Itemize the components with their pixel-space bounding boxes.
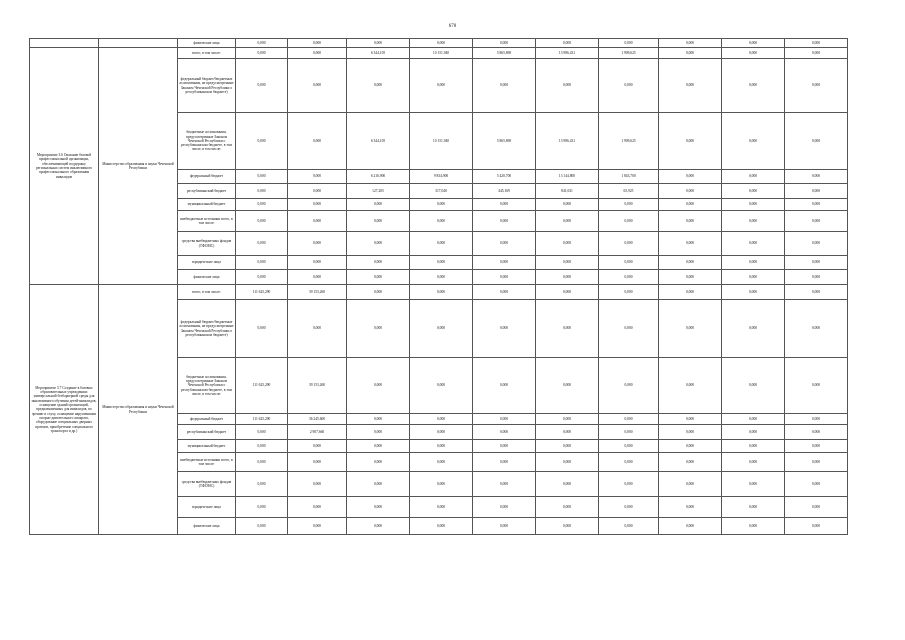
amount-cell: 0,000 — [288, 170, 347, 184]
amount-cell: 0,000 — [410, 211, 473, 232]
amount-cell: 0,000 — [599, 211, 659, 232]
amount-cell: 0,000 — [659, 270, 722, 285]
amount-cell: 0,000 — [785, 199, 848, 211]
amount-cell: 0,000 — [288, 300, 347, 358]
funding-source-cell: республиканский бюджет — [178, 184, 236, 199]
amount-cell: 1 909,625 — [599, 113, 659, 170]
amount-cell: 13 144,800 — [536, 170, 599, 184]
amount-cell: 0,000 — [785, 497, 848, 518]
amount-cell: 0,000 — [785, 300, 848, 358]
amount-cell: 0,000 — [536, 39, 599, 48]
amount-cell: 0,000 — [236, 113, 288, 170]
amount-cell: 0,000 — [473, 211, 536, 232]
amount-cell: 0,000 — [410, 440, 473, 453]
amount-cell: 0,000 — [347, 453, 410, 472]
amount-cell: 0,000 — [722, 211, 785, 232]
amount-cell: 0,000 — [473, 453, 536, 472]
amount-cell: 0,000 — [536, 414, 599, 425]
amount-cell: 0,000 — [347, 39, 410, 48]
amount-cell: 0,000 — [659, 425, 722, 440]
amount-cell: 0,000 — [410, 472, 473, 497]
amount-cell: 0,000 — [288, 48, 347, 59]
amount-cell: 0,000 — [288, 199, 347, 211]
amount-cell: 0,000 — [410, 59, 473, 113]
amount-cell: 0,000 — [288, 113, 347, 170]
amount-cell: 0,000 — [536, 425, 599, 440]
amount-cell: 1 843,700 — [599, 170, 659, 184]
amount-cell: 0,000 — [599, 270, 659, 285]
amount-cell: 111 625,290 — [236, 358, 288, 414]
amount-cell: 0,000 — [288, 232, 347, 256]
amount-cell: 0,000 — [659, 211, 722, 232]
amount-cell: 0,000 — [722, 358, 785, 414]
amount-cell: 0,000 — [410, 453, 473, 472]
amount-cell: 0,000 — [659, 472, 722, 497]
amount-cell: 127,205 — [347, 184, 410, 199]
amount-cell: 0,000 — [236, 270, 288, 285]
amount-cell: 0,000 — [599, 39, 659, 48]
amount-cell: 0,000 — [236, 440, 288, 453]
amount-cell: 0,000 — [722, 48, 785, 59]
amount-cell: 0,000 — [347, 256, 410, 270]
amount-cell: 0,000 — [410, 425, 473, 440]
amount-cell: 0,000 — [347, 472, 410, 497]
amount-cell: 0,000 — [236, 211, 288, 232]
funding-source-cell: республиканский бюджет — [178, 425, 236, 440]
amount-cell: 0,000 — [473, 59, 536, 113]
amount-cell: 0,000 — [659, 285, 722, 300]
amount-cell: 2 907,660 — [288, 425, 347, 440]
amount-cell: 0,000 — [236, 300, 288, 358]
funding-source-cell: бюджетные ассигнования, предусмотренные Законом Чеченской Республики о республиканском бюджете, в том числе, в том числе: — [178, 113, 236, 170]
funding-source-cell: средства внебюджетных фондов (ТФОМС) — [178, 232, 236, 256]
amount-cell: 0,000 — [347, 414, 410, 425]
funding-source-cell: муниципальный бюджет — [178, 199, 236, 211]
amount-cell: 0,000 — [785, 270, 848, 285]
amount-cell: 0,000 — [785, 232, 848, 256]
amount-cell: 0,000 — [785, 453, 848, 472]
measure-cell: Мероприятие 3.6 Оказание базовой профессиональной организации, обеспечивающей поддержку региональных систем инклюзивного профессионального образования инвалидов — [30, 48, 99, 285]
amount-cell: 0,000 — [347, 497, 410, 518]
budget-table — [29, 38, 848, 535]
amount-cell: 0,000 — [599, 256, 659, 270]
amount-cell: 5 865,869 — [473, 48, 536, 59]
amount-cell: 111 625,290 — [236, 414, 288, 425]
amount-cell: 0,000 — [473, 414, 536, 425]
amount-cell: 0,000 — [659, 170, 722, 184]
amount-cell: 0,000 — [659, 199, 722, 211]
amount-cell: 9 834,900 — [410, 170, 473, 184]
amount-cell: 0,000 — [347, 300, 410, 358]
amount-cell: 0,000 — [599, 518, 659, 535]
amount-cell: 445,169 — [473, 184, 536, 199]
amount-cell: 0,000 — [785, 211, 848, 232]
amount-cell: 0,000 — [599, 414, 659, 425]
amount-cell: 0,000 — [722, 425, 785, 440]
amount-cell: 0,000 — [288, 497, 347, 518]
amount-cell: 0,000 — [785, 414, 848, 425]
amount-cell: 0,000 — [536, 199, 599, 211]
amount-cell: 0,000 — [722, 199, 785, 211]
table-row — [30, 285, 848, 300]
amount-cell: 0,000 — [347, 270, 410, 285]
amount-cell: 0,000 — [722, 300, 785, 358]
amount-cell: 0,000 — [410, 300, 473, 358]
table-row — [30, 48, 848, 59]
amount-cell: 0,000 — [536, 256, 599, 270]
amount-cell: 0,000 — [536, 518, 599, 535]
amount-cell: 10 151,940 — [410, 113, 473, 170]
amount-cell: 0,000 — [722, 113, 785, 170]
amount-cell: 0,000 — [536, 358, 599, 414]
funding-source-cell: юридические лица — [178, 497, 236, 518]
amount-cell: 0,000 — [347, 440, 410, 453]
amount-cell: 0,000 — [659, 59, 722, 113]
amount-cell: 0,000 — [236, 256, 288, 270]
amount-cell: 0,000 — [288, 184, 347, 199]
amount-cell: 0,000 — [288, 211, 347, 232]
funding-source-cell: бюджетные ассигнования, предусмотренные Законом Чеченской Республики о республиканском бюджете, в том числе, в том числе: — [178, 358, 236, 414]
amount-cell: 0,000 — [599, 358, 659, 414]
amount-cell: 0,000 — [785, 518, 848, 535]
amount-cell: 0,000 — [599, 472, 659, 497]
amount-cell: 0,000 — [785, 113, 848, 170]
funding-source-cell: юридические лица — [178, 256, 236, 270]
amount-cell: 0,000 — [785, 184, 848, 199]
amount-cell: 0,000 — [288, 270, 347, 285]
amount-cell: 0,000 — [236, 425, 288, 440]
amount-cell: 0,000 — [347, 59, 410, 113]
amount-cell: 0,000 — [722, 39, 785, 48]
amount-cell: 0,000 — [722, 170, 785, 184]
amount-cell: 0,000 — [410, 39, 473, 48]
amount-cell: 0,000 — [236, 170, 288, 184]
amount-cell: 0,000 — [347, 425, 410, 440]
funding-source-cell: физические лица — [178, 518, 236, 535]
amount-cell: 0,000 — [410, 270, 473, 285]
amount-cell: 0,000 — [599, 232, 659, 256]
amount-cell: 0,000 — [536, 270, 599, 285]
amount-cell: 0,000 — [659, 300, 722, 358]
table-row — [30, 39, 848, 48]
amount-cell: 0,000 — [347, 358, 410, 414]
amount-cell: 0,000 — [410, 232, 473, 256]
amount-cell: 0,000 — [236, 199, 288, 211]
amount-cell: 0,000 — [236, 232, 288, 256]
amount-cell: 0,000 — [236, 59, 288, 113]
amount-cell: 0,000 — [347, 518, 410, 535]
amount-cell: 0,000 — [785, 440, 848, 453]
amount-cell: 0,000 — [785, 472, 848, 497]
funding-source-cell: средства внебюджетных фондов (ТФОМС) — [178, 472, 236, 497]
amount-cell: 0,000 — [473, 425, 536, 440]
amount-cell: 0,000 — [659, 184, 722, 199]
amount-cell: 5 420,700 — [473, 170, 536, 184]
amount-cell: 0,000 — [473, 232, 536, 256]
amount-cell: 0,000 — [599, 425, 659, 440]
measure-cell — [30, 39, 99, 48]
amount-cell: 0,000 — [473, 440, 536, 453]
amount-cell: 6 344,105 — [347, 113, 410, 170]
amount-cell: 0,000 — [473, 39, 536, 48]
amount-cell: 0,000 — [536, 440, 599, 453]
amount-cell: 0,000 — [785, 59, 848, 113]
funding-source-cell: муниципальный бюджет — [178, 440, 236, 453]
amount-cell: 39 153,260 — [288, 358, 347, 414]
amount-cell: 0,000 — [659, 518, 722, 535]
amount-cell: 0,000 — [599, 285, 659, 300]
amount-cell: 0,000 — [473, 497, 536, 518]
funding-source-cell: федеральный бюджет — [178, 170, 236, 184]
funding-source-cell: внебюджетные источники всего, в том числе: — [178, 453, 236, 472]
amount-cell: 0,000 — [659, 453, 722, 472]
funding-source-cell: физические лица — [178, 39, 236, 48]
amount-cell: 0,000 — [236, 453, 288, 472]
amount-cell: 0,000 — [722, 270, 785, 285]
amount-cell: 0,000 — [536, 232, 599, 256]
amount-cell: 0,000 — [722, 256, 785, 270]
executor-cell: Министерство образования и науки Чеченской Республики — [99, 48, 178, 285]
funding-source-cell: всего, в том числе: — [178, 48, 236, 59]
amount-cell: 841,631 — [536, 184, 599, 199]
amount-cell: 13 986,431 — [536, 113, 599, 170]
amount-cell: 65,925 — [599, 184, 659, 199]
amount-cell: 0,000 — [659, 414, 722, 425]
amount-cell: 36 245,600 — [288, 414, 347, 425]
amount-cell: 0,000 — [288, 453, 347, 472]
amount-cell: 0,000 — [473, 199, 536, 211]
amount-cell: 0,000 — [236, 184, 288, 199]
amount-cell: 0,000 — [473, 518, 536, 535]
amount-cell: 0,000 — [599, 440, 659, 453]
amount-cell: 0,000 — [785, 48, 848, 59]
amount-cell: 0,000 — [288, 39, 347, 48]
amount-cell: 0,000 — [288, 440, 347, 453]
amount-cell: 0,000 — [659, 440, 722, 453]
amount-cell: 6 216,900 — [347, 170, 410, 184]
amount-cell: 0,000 — [536, 497, 599, 518]
amount-cell: 0,000 — [410, 414, 473, 425]
funding-source-cell: внебюджетные источники всего, в том числе: — [178, 211, 236, 232]
amount-cell: 0,000 — [347, 232, 410, 256]
amount-cell: 0,000 — [659, 232, 722, 256]
amount-cell: 0,000 — [785, 358, 848, 414]
amount-cell: 5 865,869 — [473, 113, 536, 170]
page-number: 670 — [448, 24, 457, 29]
amount-cell: 0,000 — [722, 414, 785, 425]
amount-cell: 0,000 — [473, 472, 536, 497]
amount-cell: 0,000 — [473, 270, 536, 285]
amount-cell: 0,000 — [659, 113, 722, 170]
amount-cell: 1 909,625 — [599, 48, 659, 59]
amount-cell: 0,000 — [410, 518, 473, 535]
measure-cell: Мероприятие 3.7 Создание в базовых образовательных учреждениях универсальной безбарьерной среды для инклюзивного обучения детей-инвалидов, оснащение зданий организаций, предназначенных для инвалидов, по зрению и слуху, оснащение нарушениями опорно-двигательного аппарата, оборудование специальных дверных проемов, приобретение специального транспорта и др.) — [30, 285, 99, 535]
executor-cell — [99, 39, 178, 48]
amount-cell: 0,000 — [599, 300, 659, 358]
amount-cell: 0,000 — [473, 358, 536, 414]
amount-cell: 0,000 — [536, 300, 599, 358]
amount-cell: 0,000 — [347, 211, 410, 232]
amount-cell: 0,000 — [536, 472, 599, 497]
amount-cell: 317,040 — [410, 184, 473, 199]
amount-cell: 0,000 — [288, 59, 347, 113]
amount-cell: 13 986,431 — [536, 48, 599, 59]
amount-cell: 0,000 — [236, 48, 288, 59]
amount-cell: 0,000 — [473, 285, 536, 300]
amount-cell: 0,000 — [785, 170, 848, 184]
amount-cell: 0,000 — [236, 472, 288, 497]
amount-cell: 39 153,260 — [288, 285, 347, 300]
amount-cell: 0,000 — [722, 453, 785, 472]
amount-cell: 111 625,290 — [236, 285, 288, 300]
amount-cell: 0,000 — [659, 39, 722, 48]
amount-cell: 0,000 — [599, 59, 659, 113]
executor-cell: Министерство образования и науки Чеченской Республики — [99, 285, 178, 535]
amount-cell: 0,000 — [722, 184, 785, 199]
amount-cell: 0,000 — [722, 59, 785, 113]
amount-cell: 0,000 — [410, 199, 473, 211]
amount-cell: 0,000 — [536, 285, 599, 300]
amount-cell: 0,000 — [347, 199, 410, 211]
amount-cell: 0,000 — [659, 48, 722, 59]
amount-cell: 0,000 — [473, 300, 536, 358]
amount-cell: 0,000 — [785, 285, 848, 300]
amount-cell: 0,000 — [659, 256, 722, 270]
amount-cell: 0,000 — [236, 518, 288, 535]
amount-cell: 0,000 — [722, 232, 785, 256]
amount-cell: 0,000 — [288, 518, 347, 535]
amount-cell: 6 344,105 — [347, 48, 410, 59]
amount-cell: 0,000 — [659, 358, 722, 414]
amount-cell: 0,000 — [599, 497, 659, 518]
amount-cell: 0,000 — [785, 39, 848, 48]
amount-cell: 0,000 — [722, 440, 785, 453]
amount-cell: 0,000 — [410, 256, 473, 270]
funding-source-cell: федеральный бюджет/бюджетные ассигнования, не предусмотренные Законом Чеченской Республики о республиканском бюджете) — [178, 59, 236, 113]
funding-source-cell: физические лица — [178, 270, 236, 285]
amount-cell: 0,000 — [599, 453, 659, 472]
amount-cell: 0,000 — [288, 472, 347, 497]
amount-cell: 0,000 — [347, 285, 410, 300]
amount-cell: 0,000 — [536, 211, 599, 232]
amount-cell: 0,000 — [599, 199, 659, 211]
amount-cell: 10 151,940 — [410, 48, 473, 59]
amount-cell: 0,000 — [410, 285, 473, 300]
amount-cell: 0,000 — [785, 256, 848, 270]
amount-cell: 0,000 — [722, 285, 785, 300]
amount-cell: 0,000 — [659, 497, 722, 518]
amount-cell: 0,000 — [722, 518, 785, 535]
funding-source-cell: всего, в том числе: — [178, 285, 236, 300]
amount-cell: 0,000 — [236, 497, 288, 518]
amount-cell: 0,000 — [236, 39, 288, 48]
amount-cell: 0,000 — [722, 497, 785, 518]
funding-source-cell: федеральный бюджет/бюджетные ассигнования, не предусмотренные Законом Чеченской Республики о республиканском бюджете) — [178, 300, 236, 358]
amount-cell: 0,000 — [722, 472, 785, 497]
funding-source-cell: федеральный бюджет — [178, 414, 236, 425]
amount-cell: 0,000 — [288, 256, 347, 270]
amount-cell: 0,000 — [536, 453, 599, 472]
amount-cell: 0,000 — [410, 358, 473, 414]
amount-cell: 0,000 — [410, 497, 473, 518]
amount-cell: 0,000 — [473, 256, 536, 270]
amount-cell: 0,000 — [536, 59, 599, 113]
amount-cell: 0,000 — [785, 425, 848, 440]
